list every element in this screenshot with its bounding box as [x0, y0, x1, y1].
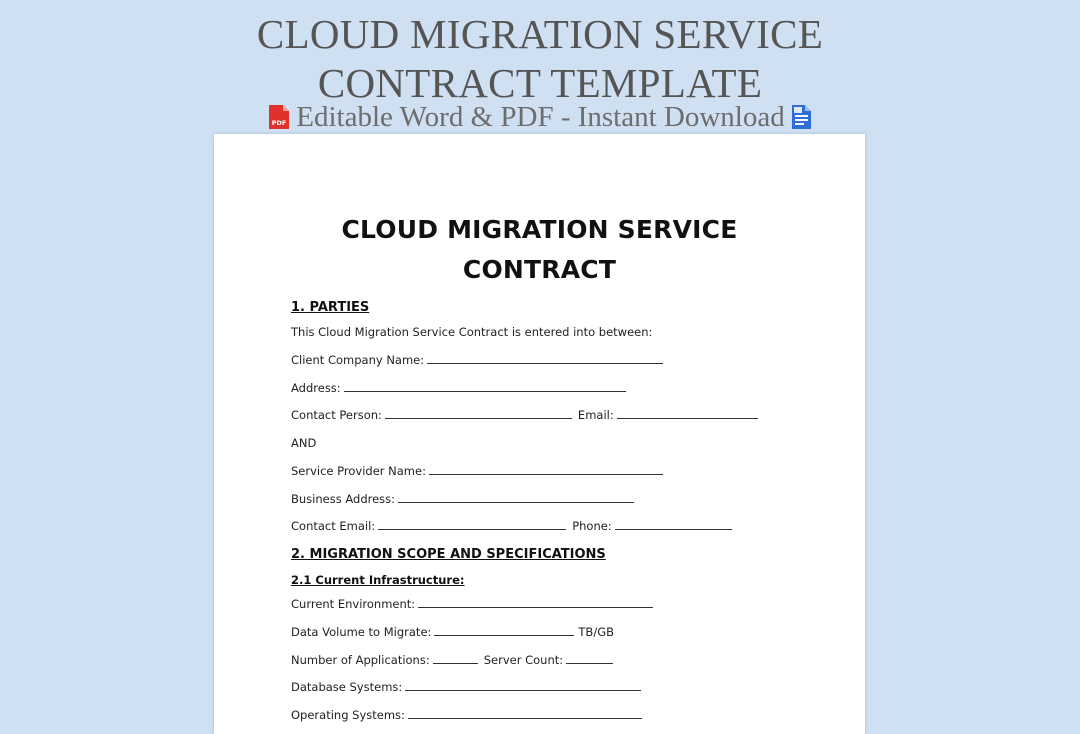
- subheading-current-infrastructure: 2.1 Current Infrastructure:: [291, 573, 465, 587]
- contact-person-row: [291, 407, 758, 423]
- service-provider-blank[interactable]: [429, 463, 663, 475]
- phone-blank[interactable]: [615, 518, 732, 530]
- address-label: Address:: [291, 381, 341, 395]
- contact-email-row: [291, 518, 732, 534]
- service-provider-label: Service Provider Name:: [291, 464, 426, 478]
- contact-person-blank[interactable]: [385, 407, 572, 419]
- banner-title-line-1: CLOUD MIGRATION SERVICE: [256, 11, 824, 57]
- database-systems-blank[interactable]: [405, 679, 641, 691]
- banner-subtitle-row: [0, 98, 1080, 136]
- address-blank[interactable]: [344, 380, 626, 392]
- svg-text:PDF: PDF: [271, 119, 287, 127]
- banner-title-line-2: CONTRACT TEMPLATE: [317, 60, 763, 106]
- data-volume-unit: TB/GB: [578, 625, 614, 639]
- document-page: [214, 134, 865, 734]
- document-title-line-2: CONTRACT: [462, 255, 617, 284]
- server-count-blank[interactable]: [566, 652, 613, 664]
- email-blank[interactable]: [617, 407, 758, 419]
- section-heading-migration-scope: 2. MIGRATION SCOPE AND SPECIFICATIONS: [291, 547, 606, 562]
- applications-label: Number of Applications:: [291, 653, 430, 667]
- client-company-label: Client Company Name:: [291, 353, 425, 367]
- server-count-label: Server Count:: [483, 653, 564, 667]
- operating-systems-row: [291, 707, 642, 723]
- parties-intro: This Cloud Migration Service Contract is entered into between:: [291, 325, 653, 339]
- address-row: [291, 380, 626, 396]
- and-text: AND: [291, 436, 317, 450]
- banner-subtitle: Editable Word & PDF - Instant Download: [296, 101, 785, 133]
- phone-label: Phone:: [572, 519, 612, 533]
- database-systems-row: [291, 679, 641, 695]
- business-address-blank[interactable]: [398, 491, 634, 503]
- current-environment-label: Current Environment:: [291, 597, 416, 611]
- section-heading-parties: 1. PARTIES: [291, 300, 370, 315]
- data-volume-label: Data Volume to Migrate:: [291, 625, 432, 639]
- client-company-blank[interactable]: [427, 352, 663, 364]
- contact-email-label: Contact Email:: [291, 519, 376, 533]
- document-title-line-1: CLOUD MIGRATION SERVICE: [341, 215, 738, 244]
- current-environment-row: [291, 596, 653, 612]
- business-address-label: Business Address:: [291, 492, 396, 506]
- client-company-row: [291, 352, 663, 368]
- email-label: Email:: [577, 408, 614, 422]
- data-volume-row: [291, 624, 614, 640]
- contact-person-label: Contact Person:: [291, 408, 382, 422]
- current-environment-blank[interactable]: [418, 596, 653, 608]
- operating-systems-blank[interactable]: [408, 707, 642, 719]
- operating-systems-label: Operating Systems:: [291, 708, 405, 722]
- service-provider-row: [291, 463, 663, 479]
- pdf-icon: [268, 104, 290, 130]
- business-address-row: [291, 491, 634, 507]
- word-doc-icon: [791, 104, 812, 130]
- database-systems-label: Database Systems:: [291, 680, 403, 694]
- contact-email-blank[interactable]: [378, 518, 566, 530]
- applications-blank[interactable]: [433, 652, 478, 664]
- data-volume-blank[interactable]: [434, 624, 574, 636]
- applications-row: [291, 652, 613, 668]
